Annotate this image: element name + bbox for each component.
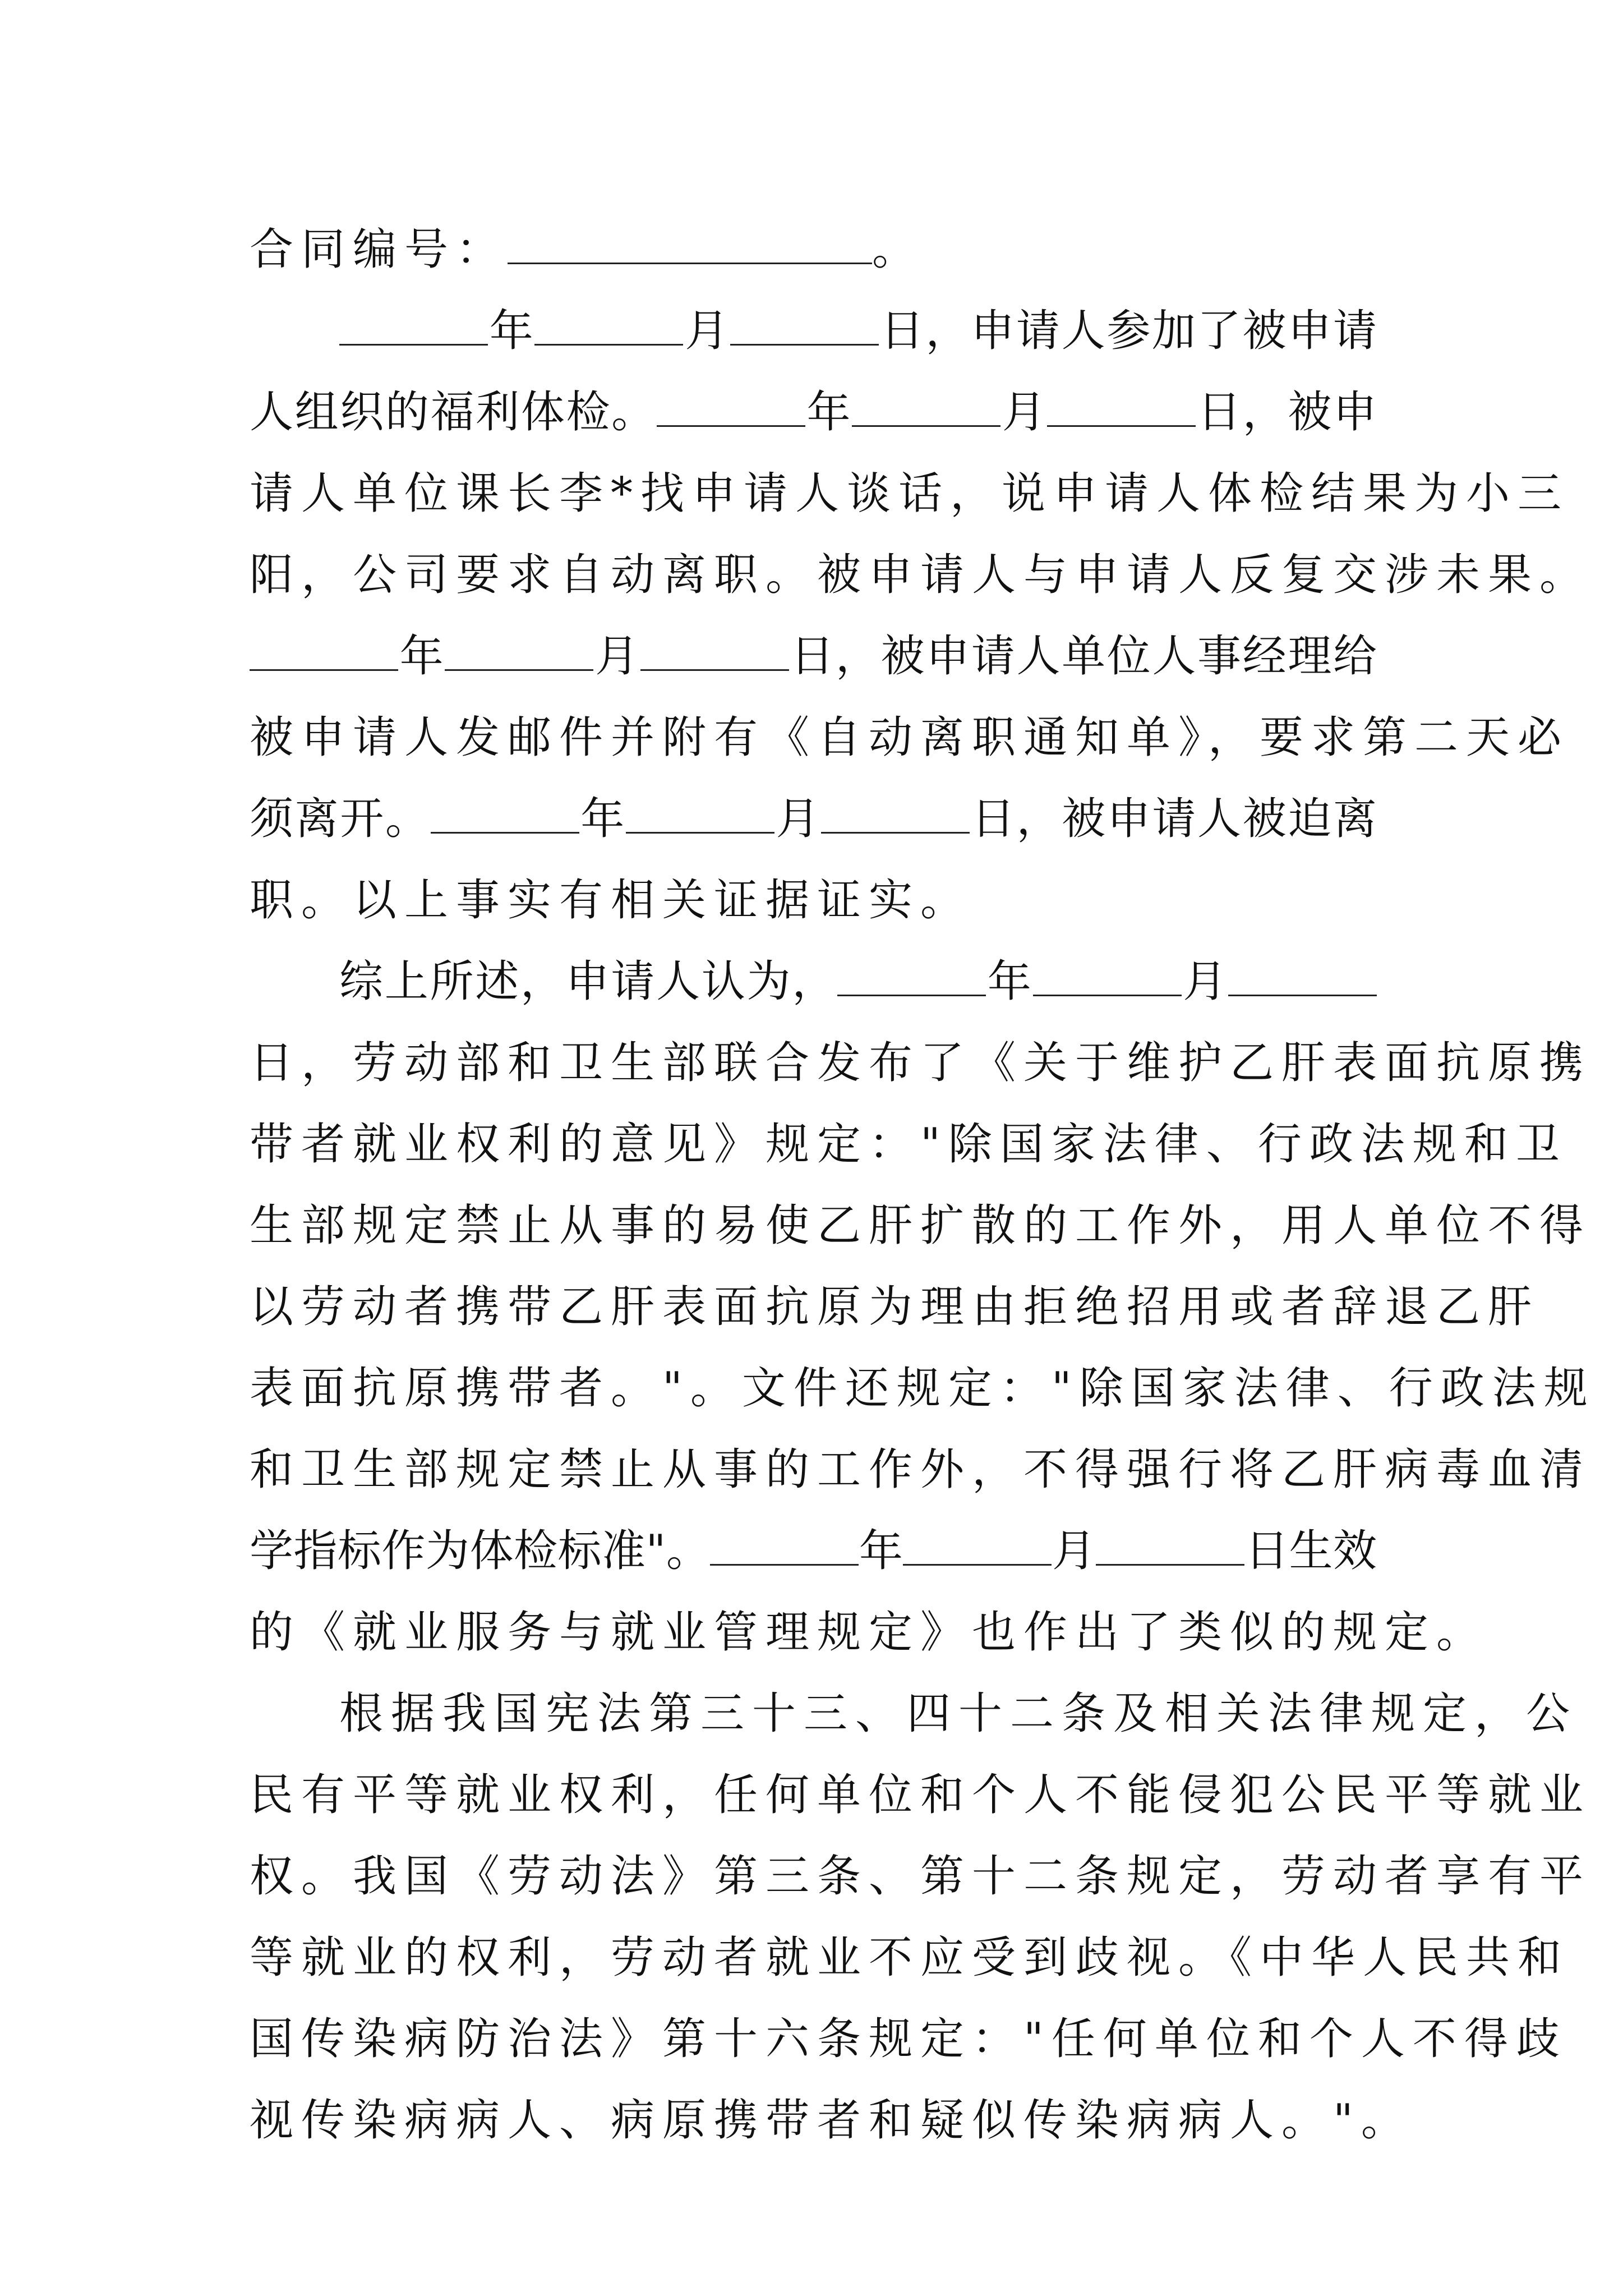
paragraph-1-line-4: 阳，公司要求自动离职。被申请人与申请人反复交涉未果。 — [250, 550, 1592, 600]
date-blank — [445, 636, 593, 671]
paragraph-1-line-3: 请人单位课长李*找申请人谈话，说申请人体检结果为小三 — [250, 468, 1570, 519]
date-blank — [657, 392, 805, 427]
date-month-label: 月 — [774, 794, 822, 844]
paragraph-2-line-1 — [339, 940, 1377, 1024]
date-blank — [1033, 961, 1182, 996]
date-blank — [250, 636, 398, 671]
date-blank — [852, 392, 1000, 427]
date-month-label: 月 — [593, 631, 640, 682]
paragraph-2-line-3: 带者就业权利的意见》规定："除国家法律、行政法规和卫 — [250, 1119, 1567, 1170]
paragraph-text: 日生效 — [1244, 1526, 1377, 1576]
paragraph-2-line-2: 日，劳动部和卫生部联合发布了《关于维护乙肝表面抗原携 — [250, 1038, 1592, 1088]
contract-number-end: 。 — [872, 224, 924, 275]
date-year-label: 年 — [488, 306, 535, 356]
paragraph-1-line-7 — [250, 777, 1377, 861]
paragraph-3-line-4: 等就业的权利，劳动者就业不应受到歧视。《中华人民共和 — [250, 1932, 1570, 1983]
paragraph-2-line-7: 和卫生部规定禁止从事的工作外，不得强行将乙肝病毒血清 — [250, 1444, 1592, 1495]
paragraph-3-line-2: 民有平等就业权利，任何单位和个人不能侵犯公民平等就业 — [250, 1770, 1592, 1820]
date-blank — [1047, 392, 1196, 427]
paragraph-2-line-6: 表面抗原携带者。"。文件还规定："除国家法律、行政法规 — [250, 1363, 1596, 1414]
date-blank — [431, 798, 579, 834]
date-year-label: 年 — [986, 956, 1033, 1007]
paragraph-3-line-5: 国传染病防治法》第十六条规定："任何单位和个人不得歧 — [250, 2014, 1567, 2064]
paragraph-text: 日，被申请人单位人事经理给 — [789, 631, 1377, 682]
paragraph-text: 日，申请人参加了被申请 — [878, 306, 1377, 356]
paragraph-text: 须离开。 — [250, 794, 431, 844]
date-blank — [1096, 1530, 1244, 1566]
date-blank — [730, 310, 879, 346]
paragraph-1-line-5 — [250, 614, 1377, 698]
paragraph-2-line-9: 的《就业服务与就业管理规定》也作出了类似的规定。 — [250, 1607, 1488, 1658]
date-blank — [1228, 961, 1377, 996]
date-blank — [339, 310, 488, 346]
paragraph-3-line-3: 权。我国《劳动法》第三条、第十二条规定，劳动者享有平 — [250, 1851, 1592, 1902]
paragraph-1-line-8: 职。以上事实有相关证据证实。 — [250, 875, 972, 926]
contract-number-line — [250, 208, 1377, 292]
paragraph-2-line-5: 以劳动者携带乙肝表面抗原为理由拒绝招用或者辞退乙肝 — [250, 1282, 1540, 1332]
date-blank — [903, 1530, 1052, 1566]
paragraph-3-line-6: 视传染病病人、病原携带者和疑似传染病病人。"。 — [250, 2095, 1413, 2146]
date-blank — [626, 798, 774, 834]
paragraph-text: 日，被申 — [1196, 387, 1377, 438]
date-year-label: 年 — [805, 387, 852, 438]
date-month-label: 月 — [1181, 956, 1228, 1007]
date-blank — [710, 1530, 859, 1566]
date-blank — [640, 636, 789, 671]
date-blank — [837, 961, 986, 996]
date-year-label: 年 — [859, 1526, 903, 1576]
paragraph-text: 学指标作为体检标准"。 — [250, 1526, 711, 1576]
contract-number-label: 合同编号： — [250, 224, 508, 275]
date-year-label: 年 — [398, 631, 445, 682]
paragraph-text: 综上所述，申请人认为， — [339, 956, 838, 1007]
paragraph-text: 人组织的福利体检。 — [250, 387, 657, 438]
paragraph-1-line-2 — [250, 370, 1377, 454]
date-month-label: 月 — [683, 306, 730, 356]
date-blank — [534, 310, 683, 346]
date-month-label: 月 — [1000, 387, 1048, 438]
paragraph-1-line-1 — [339, 289, 1377, 373]
date-blank — [821, 798, 970, 834]
paragraph-2-line-8 — [250, 1509, 1377, 1593]
paragraph-text: 日，被申请人被迫离 — [970, 794, 1377, 844]
contract-number-blank — [508, 229, 872, 264]
date-month-label: 月 — [1052, 1526, 1096, 1576]
paragraph-1-line-6: 被申请人发邮件并附有《自动离职通知单》，要求第二天必 — [250, 712, 1570, 763]
date-year-label: 年 — [579, 794, 626, 844]
paragraph-2-line-4: 生部规定禁止从事的易使乙肝扩散的工作外，用人单位不得 — [250, 1200, 1592, 1251]
paragraph-3-line-1: 根据我国宪法第三十三、四十二条及相关法律规定，公 — [339, 1688, 1578, 1739]
